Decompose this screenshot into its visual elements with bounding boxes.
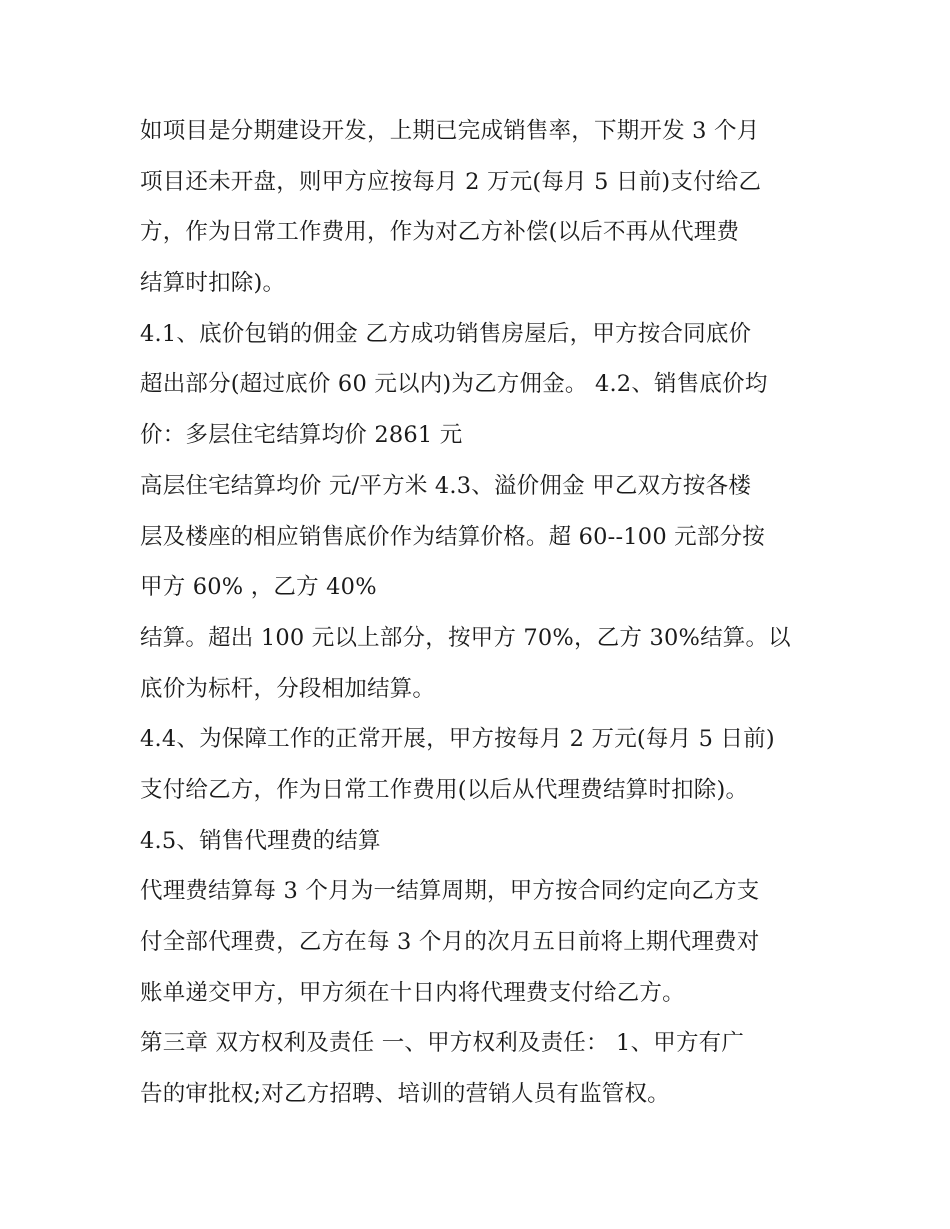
text-line: 价：多层住宅结算均价 2861 元 (140, 422, 463, 449)
text-line: 4.5、销售代理费的结算 (140, 827, 381, 854)
document-body (140, 106, 820, 1120)
text-line: 高层住宅结算均价 元/平方米 4.3、溢价佣金 甲乙双方按各楼 (140, 472, 752, 499)
text-line: 方，作为日常工作费用，作为对乙方补偿(以后不再从代理费 (140, 219, 740, 246)
text-line: 结算。超出 100 元以上部分，按甲方 70%，乙方 30%结算。以 (140, 624, 791, 651)
text-line: 超出部分(超过底价 60 元以内)为乙方佣金。 4.2、销售底价均 (140, 371, 768, 398)
text-line: 代理费结算每 3 个月为一结算周期，甲方按合同约定向乙方支 (140, 878, 760, 905)
text-line: 结算时扣除)。 (140, 270, 286, 297)
text-line: 支付给乙方，作为日常工作费用(以后从代理费结算时扣除)。 (140, 776, 749, 803)
text-line: 第三章 双方权利及责任 一、甲方权利及责任： 1、甲方有广 (140, 1030, 745, 1057)
text-line: 告的审批权;对乙方招聘、培训的营销人员有监管权。 (140, 1081, 670, 1108)
text-line: 甲方 60% ，乙方 40% (140, 574, 377, 601)
text-line: 如项目是分期建设开发，上期已完成销售率，下期开发 3 个月 (140, 118, 760, 144)
text-line: 项目还未开盘，则甲方应按每月 2 万元(每月 5 日前)支付给乙 (140, 168, 762, 195)
text-line: 4.1、底价包销的佣金 乙方成功销售房屋后，甲方按合同底价 (140, 320, 752, 347)
text-line: 账单递交甲方，甲方须在十日内将代理费支付给乙方。 (140, 979, 685, 1006)
text-line: 付全部代理费，乙方在每 3 个月的次月五日前将上期代理费对 (140, 929, 760, 955)
text-line: 4.4、为保障工作的正常开展，甲方按每月 2 万元(每月 5 日前) (140, 726, 775, 753)
text-line: 层及楼座的相应销售底价作为结算价格。超 60--100 元部分按 (140, 523, 765, 550)
text-line: 底价为标杆，分段相加结算。 (140, 675, 436, 702)
